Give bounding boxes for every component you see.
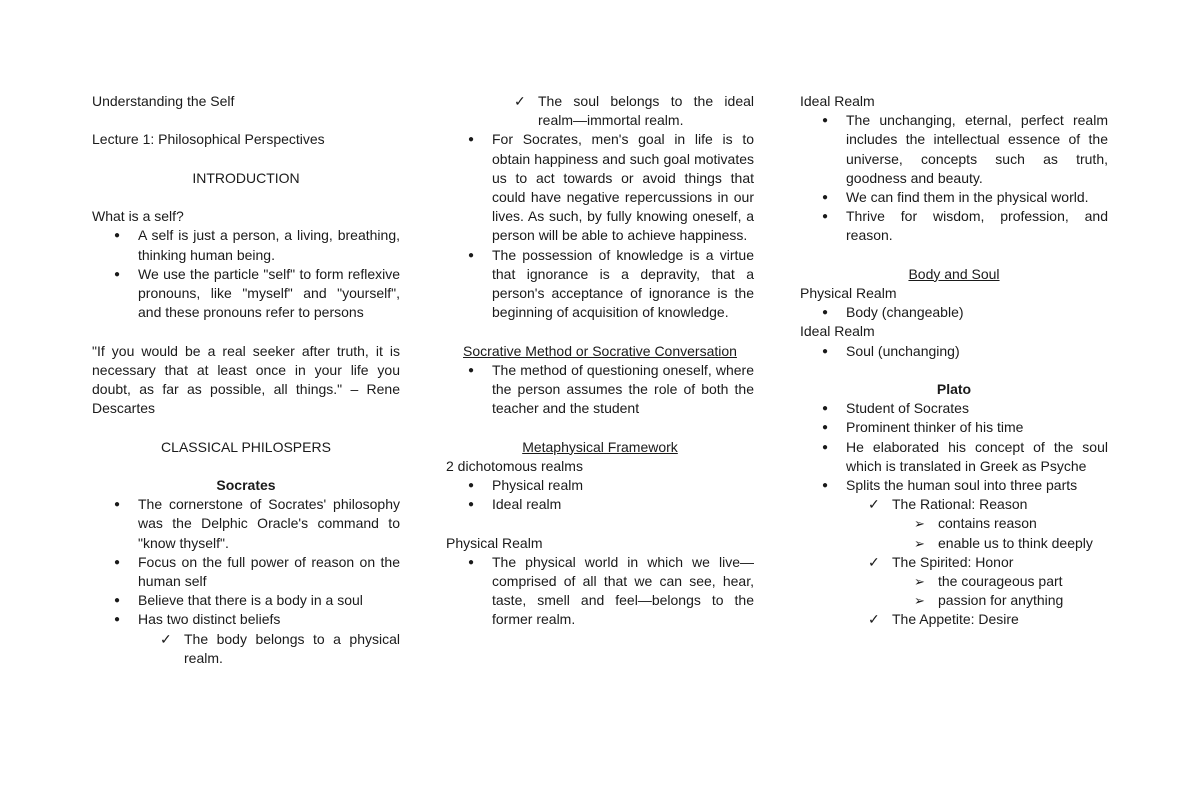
list-item: ● The physical world in which we live—comprised of all that we can see, hear, taste, smell and feel—belongs to the former realm. [468, 553, 754, 628]
bullet-icon: ● [822, 115, 829, 127]
plato-points-list [800, 399, 1108, 629]
bullet-icon: ● [822, 480, 829, 492]
method-list [446, 361, 754, 419]
list-item: ● Has two distinct beliefs [92, 610, 400, 629]
bullet-icon: ● [468, 249, 475, 261]
column-1 [92, 92, 400, 668]
list-item: ➢ the courageous part [800, 572, 1108, 591]
list-item: ✓ The Rational: Reason [800, 495, 1108, 514]
list-item: ● Believe that there is a body in a soul [92, 591, 400, 610]
bullet-icon: ● [468, 556, 475, 568]
socrates-continued-list [446, 92, 754, 322]
metaphysical-framework-heading: Metaphysical Framework [522, 438, 678, 455]
check-icon: ✓ [514, 93, 526, 109]
list-item: ● The possession of knowledge is a virtue that ignorance is a depravity, that a person's acceptance of ignorance is the beginning of acquisition of knowledge. [468, 246, 754, 321]
realms-list [446, 476, 754, 514]
list-item: ● Focus on the full power of reason on the human self [114, 553, 400, 589]
list-item: ● Soul (unchanging) [800, 342, 1108, 361]
physical-realm-label: Physical Realm [800, 285, 897, 302]
bullet-icon: ● [114, 499, 121, 511]
bullet-icon: ● [468, 499, 475, 511]
bullet-icon: ● [114, 230, 121, 242]
list-item: ● We can find them in the physical world. [800, 188, 1108, 207]
descartes-quote: "If you would be a real seeker after truth, it is necessary that at least once in your life you doubt, as far as possible, all things." – Rene Descartes [92, 342, 400, 417]
list-item: ● We use the particle "self" to form reflexive pronouns, like "myself" and "yourself", and these pronouns refer to persons [114, 265, 400, 321]
list-item: ● Body (changeable) [800, 303, 1108, 322]
list-item: ● The cornerstone of Socrates' philosophy was the Delphic Oracle's command to "know thyself". [114, 496, 400, 551]
list-item: ✓ The body belongs to a physical realm. [160, 630, 400, 666]
list-item: ● Splits the human soul into three parts [800, 476, 1108, 495]
realms-intro: 2 dichotomous realms [446, 457, 583, 474]
check-icon: ✓ [868, 611, 880, 628]
ideal-realm-label: Ideal Realm [800, 93, 875, 109]
bullet-icon: ● [822, 345, 829, 357]
check-icon: ✓ [868, 553, 880, 570]
list-item: ✓ The soul belongs to the ideal realm—immortal realm. [514, 93, 754, 129]
bullet-icon: ● [822, 422, 829, 434]
physical-realm-label: Physical Realm [446, 534, 543, 551]
socratic-method-heading: Socrative Method or Socrative Conversation [463, 342, 737, 359]
bullet-icon: ● [468, 364, 475, 376]
introduction-heading: INTRODUCTION [192, 169, 300, 186]
list-item: ● Student of Socrates [800, 399, 1108, 418]
bullet-icon: ● [822, 403, 829, 415]
ideal-realm-list [800, 111, 1108, 245]
ideal-realm-label-2: Ideal Realm [800, 323, 875, 340]
bullet-icon: ● [822, 192, 829, 204]
physical-realm-list [446, 553, 754, 630]
plato-heading: Plato [936, 381, 972, 398]
bullet-icon: ● [822, 211, 829, 223]
list-item: ● A self is just a person, a living, breathing, thinking human being. [114, 227, 400, 263]
bullet-icon: ● [114, 614, 121, 626]
check-icon: ✓ [160, 630, 172, 647]
list-item: ➢ contains reason [800, 514, 1108, 533]
list-item: ● The method of questioning oneself, where the person assumes the role of both the teacher and the student [468, 361, 754, 417]
self-points-list [92, 226, 400, 322]
list-item: ● Thrive for wisdom, profession, and reason. [822, 208, 1108, 244]
classical-heading: CLASSICAL PHILOSPERS [161, 438, 331, 455]
bullet-icon: ● [114, 268, 121, 280]
list-item: ● Physical realm [446, 476, 754, 495]
self-question: What is a self? [92, 208, 184, 225]
check-icon: ✓ [868, 496, 880, 513]
column-3 [800, 92, 1108, 630]
arrow-icon: ➢ [914, 535, 925, 551]
socrates-heading: Socrates [216, 476, 276, 493]
list-item: ➢ passion for anything [800, 591, 1108, 610]
list-item: ● He elaborated his concept of the soul which is translated in Greek as Psyche [822, 438, 1108, 474]
bullet-icon: ● [468, 480, 475, 492]
document-title: Understanding the Self [92, 93, 235, 109]
column-2 [446, 92, 754, 630]
list-item: ● Prominent thinker of his time [800, 418, 1108, 437]
bullet-icon: ● [468, 134, 475, 146]
ideal-list [800, 342, 1108, 361]
arrow-icon: ➢ [914, 593, 925, 609]
list-item: ➢ enable us to think deeply [800, 534, 1108, 553]
body-and-soul-heading: Body and Soul [908, 265, 1000, 282]
list-item: ● For Socrates, men's goal in life is to obtain happiness and such goal motivates us to act towards or avoid things that could have negative repercussions in our lives. As such, by fully knowing oneself, a person will be able to achieve happiness. [468, 131, 754, 244]
bullet-icon: ● [822, 441, 829, 453]
list-item: ● The unchanging, eternal, perfect realm includes the intellectual essence of the universe, concepts such as truth, goodness and beauty. [822, 112, 1108, 186]
arrow-icon: ➢ [914, 516, 925, 532]
list-item: ✓ The Spirited: Honor [800, 553, 1108, 572]
list-item: ● Ideal realm [446, 495, 754, 514]
arrow-icon: ➢ [914, 574, 925, 590]
physical-list [800, 303, 1108, 322]
bullet-icon: ● [114, 595, 121, 607]
list-item: ✓ The Appetite: Desire [800, 610, 1108, 629]
bullet-icon: ● [822, 307, 829, 319]
bullet-icon: ● [114, 556, 121, 568]
lecture-title: Lecture 1: Philosophical Perspectives [92, 131, 325, 148]
socrates-points-list [92, 495, 400, 668]
